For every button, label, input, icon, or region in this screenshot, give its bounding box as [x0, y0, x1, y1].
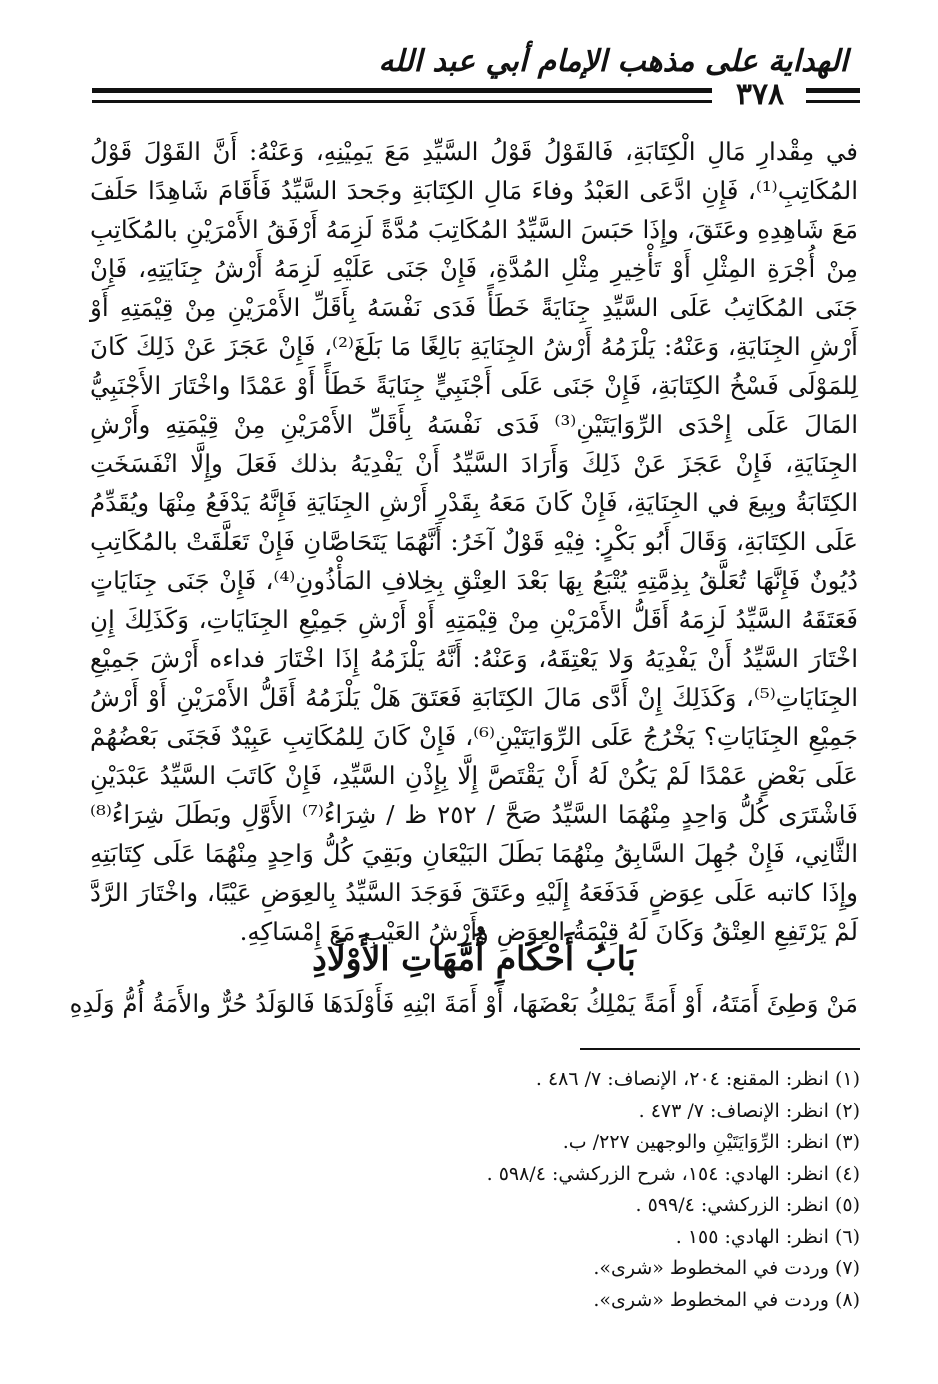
page-number: ٣٧٨	[735, 77, 785, 112]
chapter-opening-line: مَنْ وَطِئَ أَمَتَهُ، أَوْ أَمَةً يَمْلِكُ بَعْضَهَا، أَوْ أَمَةَ ابْنِهِ فَأَوْلَدَهَا فَالوَلَدُ حُرٌّ والأَمَةُ أُمُّ وَلَدِهِ	[69, 989, 858, 1018]
header-rule-right-thin	[806, 100, 860, 103]
footnote-3: (٣) انظر: الرِّوَايَتَيْنِ والوجهين ٢٢٧/ ب.	[562, 1131, 860, 1153]
body-text	[90, 132, 858, 951]
footnotes	[200, 1064, 860, 1316]
footnote-7: (٧) وردت في المخطوط «شرى».	[593, 1257, 860, 1279]
header-rule-thick	[92, 88, 712, 93]
footnote-1: (١) انظر: المقنع: ٢٠٤، الإنصاف: ٧/ ٤٨٦ .	[535, 1068, 860, 1090]
header-rule-thin	[92, 100, 712, 103]
chapter-heading: بَابُ أَحْكَامِ أُمَّهَاتِ الأَوْلَادِ	[312, 939, 636, 978]
header-rule-right-thick	[806, 88, 860, 93]
footnote-8: (٨) وردت في المخطوط «شرى».	[593, 1288, 860, 1311]
footnote-2: (٢) انظر: الإنصاف: ٧/ ٤٧٣ .	[638, 1099, 860, 1122]
footnote-5: (٥) انظر: الزركشي: ٥٩٩/٤ .	[635, 1194, 860, 1216]
footnote-4: (٤) انظر: الهادي: ١٥٤، شرح الزركشي: ٥٩٨/٤ .	[486, 1162, 860, 1185]
footnote-separator	[580, 1048, 860, 1050]
footnote-6: (٦) انظر: الهادي: ١٥٥ .	[675, 1225, 860, 1248]
main-paragraph: في مِقْدارِ مَالِ الْكِتَابَةِ، فَالقَوْلُ قَوْلُ السَّيِّدِ مَعَ يَمِيْنِهِ، وَعَنْهُ: أَنَّ القَوْلَ قَوْلُ المُكَاتِبِ⁽¹⁾، فَإِنِ ادَّعَى العَبْدُ وفاءَ مَالِ الكِتَابَةِ وجَحدَ السَّيِّدُ فَأَقَامَ شَاهِدًا حَلَفَ مَعَ شَاهِدِهِ وعَتَقَ، وإِذَا حَبَسَ السَّيِّدُ المُكَاتِبَ مُدَّةً لَزِمَهُ أَرْفَقُ الأَمْرَيْنِ بالمُكَاتِبِ مِنْ أُجْرَةِ المِثْلِ أَوْ تَأْخِيرِ مِثْلِ المُدَّةِ، فَإِنْ جَنَى عَلَيْهِ لَزِمَهُ أَرْشُ جِنَايَتِهِ، فَإِنْ جَنَى المُكَاتِبُ عَلَى السَّيِّدِ جِنَايَةً خَطَأً فَدَى نَفْسَهُ بِأَقَلِّ الأَمْرَيْنِ مِنْ قِيْمَتِهِ أَوْ أَرْشِ الجِنَايَةِ، وَعَنْهُ: يَلْزَمُهُ أَرْشُ الجِنَايَةِ بَالِغًا مَا بَلَغَ⁽²⁾، فَإِنْ عَجَزَ عَنْ ذَلِكَ كَانَ لِلمَوْلَى فَسْخُ الكِتَابَةِ، فَإِنْ جَنَى عَلَى أَجْنَبِيٍّ جِنَايَةً خَطَأً أَوْ عَمْدًا واخْتَارَ الأَجْنَبِيُّ المَالَ عَلَى إِحْدَى الرِّوَايَتَيْنِ⁽³⁾ فَدَى نَفْسَهُ بِأَقَلِّ الأَمْرَيْنِ مِنْ قِيْمَتِهِ وأَرْشِ الجِنَايَةِ، فَإِنْ عَجَزَ عَنْ ذَلِكَ وَأَرَادَ السَّيِّدُ أَنْ يَفْدِيَهُ بذلك فَعَلَ وإِلَّا انْفَسَخَتِ الكِتَابَةُ وبِيعَ في الجِنَايَةِ، فَإِنْ كَانَ مَعَهُ بِقَدْرِ أَرْشِ الجِنَايَةِ فَإِنَّهُ يَدْفَعُ مِنْهَا ويُقَدِّمُ عَلَى الكِتَابَةِ، وَقَالَ أَبُو بَكْرٍ: فِيْهِ قَوْلٌ آخَرُ: أَنَّهُمَا يَتَحَاصَّانِ فَإِنْ تَعَلَّقَتْ بالمُكَاتِبِ دُيُونٌ فَإِنَّهَا تُعَلَّقُ بِذِمَّتِهِ يُتْبَعُ بِهَا بَعْدَ العِتْقِ بِخِلافِ المَأْذُونِ⁽⁴⁾، فَإِنْ جَنَى جِنَايَاتٍ فَعَتَقَهُ السَّيِّدُ لَزِمَهُ أَقَلُّ الأَمْرَيْنِ مِنْ قِيْمَتِهِ أَوْ أَرْشِ جَمِيْعِ الجِنَايَاتِ، وَكَذَلِكَ إِنِ اخْتَارَ السَّيِّدُ أَنْ يَفْدِيَهُ وَلا يَعْتِقَهُ، وَعَنْهُ: أَنَّهُ يَلْزَمُهُ إِذَا اخْتَارَ فداءه أَرْشَ جَمِيْعِ الجِنَايَاتِ⁽⁵⁾، وَكَذَلِكَ إِنْ أَدَّى مَالَ الكِتَابَةِ فَعَتَقَ هَلْ يَلْزَمُهُ أَقَلُّ الأَمْرَيْنِ أَوْ أَرْشُ جَمِيْعِ الجِنَايَاتِ؟ يَخْرُجُ عَلَى الرِّوَايَتَيْنِ⁽⁶⁾، فَإِنْ كَانَ لِلمُكَاتِبِ عَبِيْدٌ فَجَنَى بَعْضُهُمْ عَلَى بَعْضٍ عَمْدًا لَمْ يَكُنْ لَهُ أَنْ يَقْتَصَّ إِلَّا بِإِذْنِ السَّيِّدِ، فَإِنْ كَاتَبَ السَّيِّدُ عَبْدَيْنِ فَاشْتَرَى كُلُّ وَاحِدٍ مِنْهُمَا السَّيِّدُ صَحَّ / ٢٥٢ ظ / شِرَاءُ⁽⁷⁾ الأَوَّلِ وبَطَلَ شِرَاءُ⁽⁸⁾ الثَّانِي، فَإِنْ جُهِلَ السَّابِقُ مِنْهُمَا بَطَلَ البَيْعَانِ وبَقِيَ كُلُّ وَاحِدٍ مِنْهُمَا عَلَى كِتَابَتِهِ وإِذَا كاتبه عَلَى عِوَضٍ فَدَفَعَهُ إِلَيْهِ وعَتَقَ فَوَجَدَ السَّيِّدُ بِالعِوَضِ عَيْبًا، واخْتَارَ الرَّدَّ لَمْ يَرْتَفِعِ العِتْقُ وَكَانَ لَهُ قِيْمَةُ العِوَضِ وأَرْشُ العَيْبِ مَعَ إِمْسَاكِهِ.	[90, 137, 859, 946]
running-title: الهداية على مذهب الإمام أبي عبد الله	[378, 44, 848, 79]
